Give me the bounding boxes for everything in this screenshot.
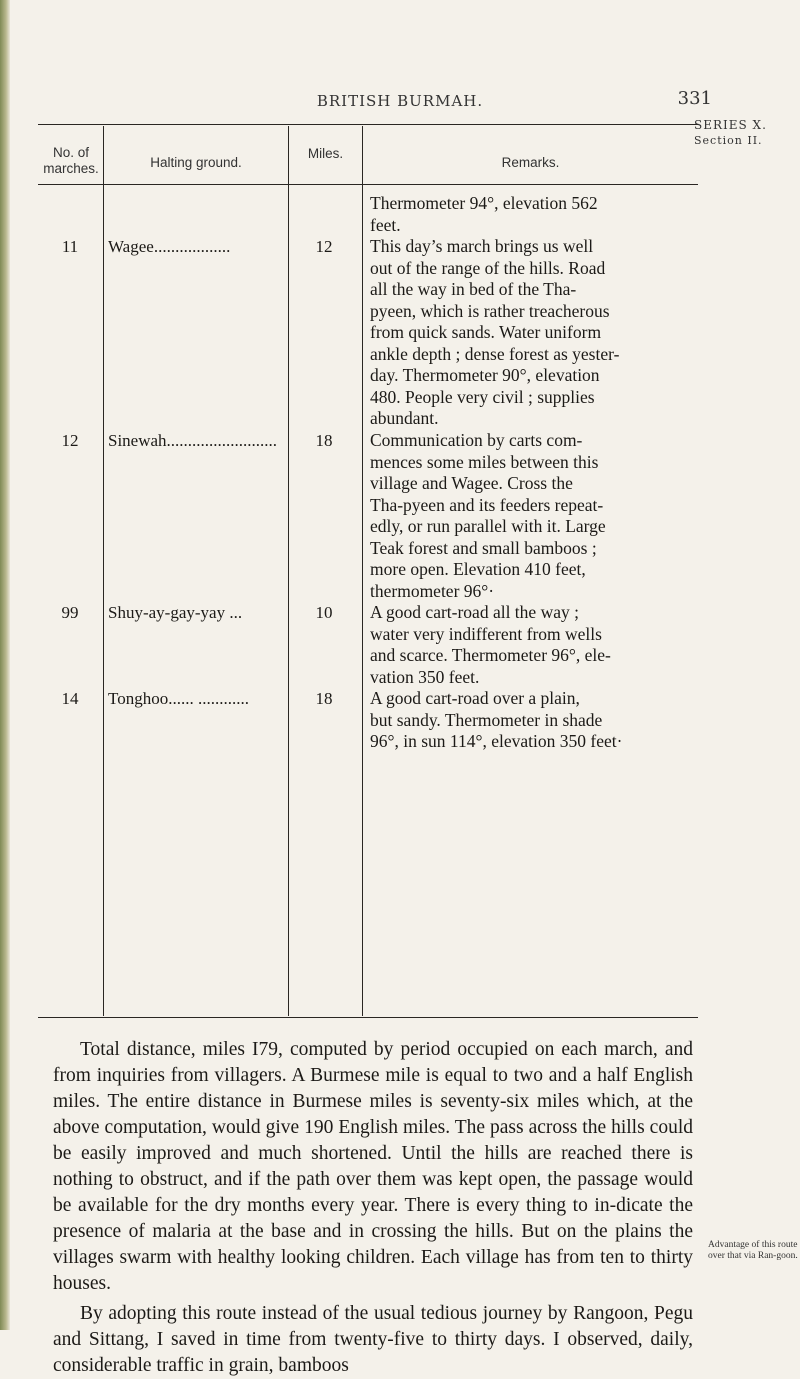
header-miles: Miles. bbox=[307, 146, 344, 161]
row-miles: 12 bbox=[315, 237, 333, 256]
paragraph: Total distance, miles I79, computed by period occupied on each march, and from inquiries from villagers. A Burmese mile is equal to two and a half English miles. The entire distance in Burmese miles is seventy-six miles which, at the above computation, would give 190 English miles. The pass across the hills could be easily improved and much shortened. Until the hills are reached there is nothing to obstruct, and if the path over them was kept open, the passage would be available for the dry months every year. There is every thing to in-dicate the presence of malaria at the base and in crossing the hills. But on the plains the villages swarm with healthy looking children. Each village has from ten to thirty houses. bbox=[53, 1039, 693, 1294]
table-bottom-rule bbox=[38, 1017, 698, 1018]
column-divider bbox=[103, 126, 104, 1016]
series-label: SERIES X. bbox=[694, 118, 767, 132]
row-march-number: 12 bbox=[61, 431, 79, 450]
row-halting-ground: Wagee.................. bbox=[108, 237, 231, 256]
header-remarks: Remarks. bbox=[501, 155, 560, 170]
row-remarks: Communication by carts com- mences some miles between this village and Wagee. Cross the Tha-pyeen and its feeders repeat- edly, or run parallel with it. Large Teak forest and small bamboos ; more open. Elevation 410 feet, thermometer 96°· bbox=[370, 430, 606, 601]
row-remarks: A good cart-road over a plain, but sandy. Thermometer in shade 96°, in sun 114°, elevation 350 feet· bbox=[370, 688, 623, 751]
row-halting-ground: Tonghoo...... ............ bbox=[108, 689, 249, 708]
section-label: Section II. bbox=[694, 134, 763, 147]
remark-intro: Thermometer 94°, elevation 562 feet. bbox=[370, 193, 598, 235]
row-march-number: 99 bbox=[61, 603, 79, 622]
row-miles: 18 bbox=[315, 431, 333, 450]
row-remarks: A good cart-road all the way ; water very indifferent from wells and scarce. Thermometer 96°, ele- vation 350 feet. bbox=[370, 602, 611, 687]
row-march-number: 14 bbox=[61, 689, 79, 708]
row-miles: 10 bbox=[315, 603, 333, 622]
column-divider bbox=[288, 126, 289, 1016]
body-text bbox=[53, 1037, 693, 1379]
header-halting-ground: Halting ground. bbox=[150, 155, 242, 170]
page-edge-shadow bbox=[0, 0, 10, 1330]
column-divider bbox=[362, 126, 363, 1016]
table-top-rule bbox=[38, 124, 698, 125]
header-no-marches: No. of marches. bbox=[43, 145, 99, 176]
row-halting-ground: Shuy-ay-gay-yay ... bbox=[108, 603, 243, 622]
row-miles: 18 bbox=[315, 689, 333, 708]
row-halting-ground: Sinewah.......................... bbox=[108, 431, 278, 450]
running-head: BRITISH BURMAH. bbox=[316, 92, 484, 110]
table-header-rule bbox=[38, 184, 698, 185]
page-number: 331 bbox=[677, 88, 712, 109]
row-remarks: This day’s march brings us well out of the range of the hills. Road all the way in bed of the Tha- pyeen, which is rather treacherous from quick sands. Water uniform ankle depth ; dense forest as yester- day. Thermometer 90°, elevation 480. People very civil ; supplies abundant. bbox=[370, 236, 620, 428]
paragraph: By adopting this route instead of the usual tedious journey by Rangoon, Pegu and Sittang, I saved in time from twenty-five to thirty days. I observed, daily, considerable traffic in grain, bamboos bbox=[53, 1303, 693, 1376]
row-march-number: 11 bbox=[61, 237, 79, 256]
margin-note: Advantage of this route over that via Ran-goon. bbox=[708, 1240, 798, 1261]
